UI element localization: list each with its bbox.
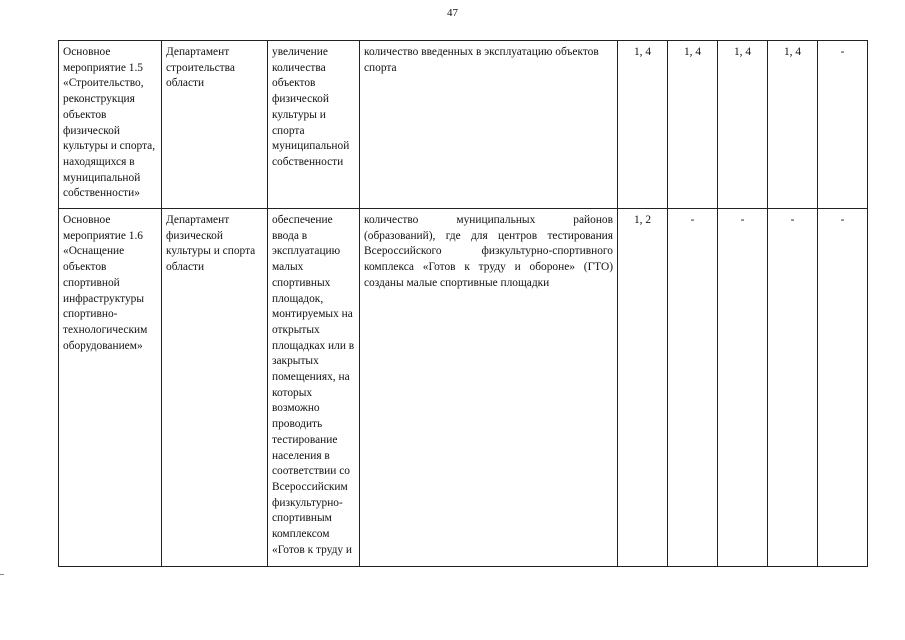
program-table — [58, 40, 868, 567]
value-cell: - — [818, 209, 868, 567]
indicator-cell — [360, 41, 618, 209]
table-row — [59, 209, 868, 567]
table-row — [59, 41, 868, 209]
executor-cell — [162, 41, 268, 209]
value-cell: 1, 4 — [718, 41, 768, 209]
page-number: 47 — [447, 7, 458, 19]
value-cell: - — [668, 209, 718, 567]
indicator-cell — [360, 209, 618, 567]
scan-mark — [0, 574, 4, 575]
value-cell: 1, 4 — [618, 41, 668, 209]
indicator-text: количество муниципальных районов (образований), где для центров тестирования Всероссийского физкультурно-спортивного комплекса «Готов к труду и обороне» (ГТО) созданы малые спортивные площадки — [364, 214, 613, 289]
value-cell: - — [718, 209, 768, 567]
executor-text: Департамент строительства области — [166, 46, 235, 90]
executor-cell — [162, 209, 268, 567]
goal-cell — [268, 41, 360, 209]
goal-text: обеспечение ввода в эксплуатацию малых спортивных площадок, монтируемых на открытых площадках или в закрытых помещениях, на которых возможно проводить тестирование населения в соответствии со Всероссийским физкультурно-спортивным комплексом «Готов к труду и — [272, 214, 355, 556]
goal-text: увеличение количества объектов физической культуры и спорта муниципальной собственности — [272, 46, 350, 168]
value-cell: - — [818, 41, 868, 209]
value-cell: 1, 2 — [618, 209, 668, 567]
event-text: Основное мероприятие 1.6 «Оснащение объектов спортивной инфраструктуры спортивно-технологическим оборудованием» — [63, 214, 148, 352]
goal-cell — [268, 209, 360, 567]
value-cell: 1, 4 — [668, 41, 718, 209]
event-cell — [59, 41, 162, 209]
indicator-text: количество введенных в эксплуатацию объектов спорта — [364, 46, 599, 74]
executor-text: Департамент физической культуры и спорта области — [166, 214, 256, 274]
event-cell — [59, 209, 162, 567]
value-cell: - — [768, 209, 818, 567]
event-text: Основное мероприятие 1.5 «Строительство, реконструкция объектов физической культуры и спорта, находящихся в муниципальной собственности» — [63, 46, 156, 200]
value-cell: 1, 4 — [768, 41, 818, 209]
